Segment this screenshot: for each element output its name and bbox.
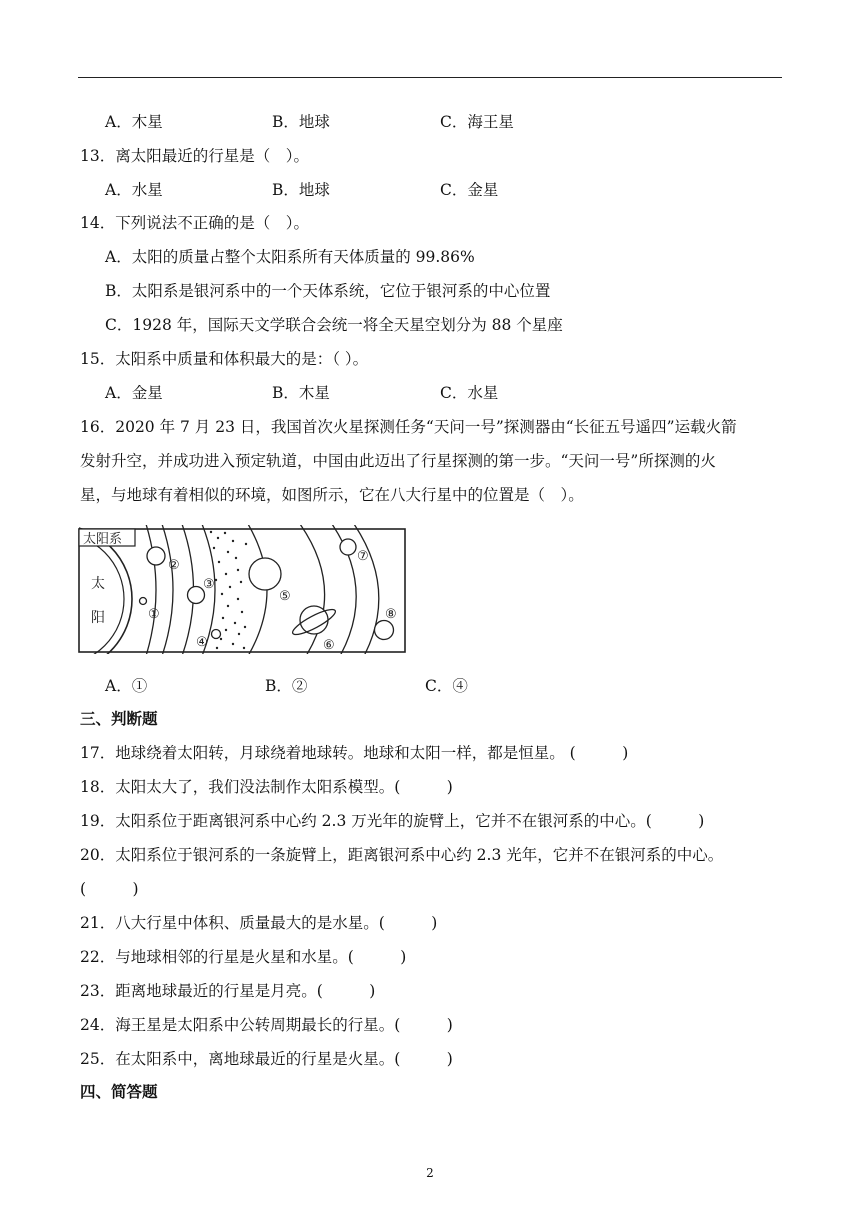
q13-stem: 13．离太阳最近的行星是（ ）。 — [80, 147, 309, 165]
q15-option-a: A．金星 — [105, 384, 163, 402]
q12-option-a: A．木星 — [105, 113, 163, 131]
figure-label: 太阳系 — [83, 532, 123, 547]
planet-3 — [188, 587, 205, 604]
q13-option-b: B．地球 — [272, 181, 330, 199]
q12-option-c: C．海王星 — [440, 113, 514, 131]
judgement-21: 21．八大行星中体积、质量最大的是水星。( ) — [80, 914, 438, 932]
planet-7 — [340, 539, 356, 555]
judgement-23: 23．距离地球最近的行星是月亮。( ) — [80, 982, 376, 1000]
sun-char-2: 阳 — [91, 610, 105, 626]
q13-option-c: C．金星 — [440, 181, 499, 199]
planet-5 — [249, 558, 281, 590]
judgement-18: 18．太阳太大了，我们没法制作太阳系模型。( ) — [80, 778, 453, 796]
marker-8: ⑧ — [385, 607, 397, 622]
judgement-17: 17．地球绕着太阳转，月球绕着地球转。地球和太阳一样，都是恒星。 ( ) — [80, 744, 629, 762]
marker-7: ⑦ — [357, 549, 369, 564]
q16-option-b: B．② — [265, 677, 308, 695]
marker-6: ⑥ — [323, 638, 335, 653]
planet-6 — [300, 606, 328, 634]
marker-1: ① — [148, 607, 160, 622]
q16-line-1: 16．2020 年 7 月 23 日，我国首次火星探测任务“天问一号”探测器由“长征五号遥四”运载火箭 — [80, 418, 737, 436]
page-number: 2 — [426, 1166, 434, 1180]
planet-8 — [375, 621, 394, 640]
planet-4 — [212, 630, 221, 639]
q16-line-3: 星，与地球有着相似的环境，如图所示，它在八大行星中的位置是（ ）。 — [80, 486, 584, 504]
q15-option-b: B．木星 — [272, 384, 330, 402]
marker-5: ⑤ — [279, 589, 291, 604]
judgement-25: 25．在太阳系中，离地球最近的行星是火星。( ) — [80, 1050, 453, 1068]
q14-option-b: B．太阳系是银河系中的一个天体系统，它位于银河系的中心位置 — [105, 282, 551, 300]
section-4-heading: 四、简答题 — [80, 1082, 158, 1101]
section-3-heading: 三、判断题 — [80, 709, 158, 728]
q16-option-a: A．① — [105, 677, 148, 695]
q13-option-a: A．水星 — [105, 181, 163, 199]
q14-option-a: A．太阳的质量占整个太阳系所有天体质量的 99.86% — [105, 248, 475, 266]
marker-3: ③ — [203, 577, 215, 592]
q14-option-c: C．1928 年，国际天文学联合会统一将全天星空划分为 88 个星座 — [105, 316, 563, 334]
sun-char-1: 太 — [91, 576, 105, 592]
q16-option-c: C．④ — [425, 677, 468, 695]
planet-1 — [140, 598, 147, 605]
planet-2 — [147, 547, 165, 565]
q15-stem: 15．太阳系中质量和体积最大的是：（ ）。 — [80, 350, 369, 368]
judgement-24: 24．海王星是太阳系中公转周期最长的行星。( ) — [80, 1016, 453, 1034]
judgement-20-bracket: ( ) — [80, 880, 139, 898]
judgement-22: 22．与地球相邻的行星是火星和水星。( ) — [80, 948, 407, 966]
header-rule — [78, 77, 782, 78]
marker-2: ② — [168, 558, 180, 573]
q14-stem: 14．下列说法不正确的是（ ）。 — [80, 214, 309, 232]
judgement-19: 19．太阳系位于距离银河系中心约 2.3 万光年的旋臂上，它并不在银河系的中心。( ) — [80, 812, 705, 830]
q15-option-c: C．水星 — [440, 384, 499, 402]
q16-line-2: 发射升空，并成功进入预定轨道，中国由此迈出了行星探测的第一步。“天问一号”所探测的火 — [80, 452, 716, 470]
judgement-20: 20．太阳系位于银河系的一条旋臂上，距离银河系中心约 2.3 光年，它并不在银河系的中心。 — [80, 846, 724, 864]
q12-option-b: B．地球 — [272, 113, 330, 131]
marker-4: ④ — [196, 635, 208, 650]
solar-system-figure — [78, 524, 408, 656]
